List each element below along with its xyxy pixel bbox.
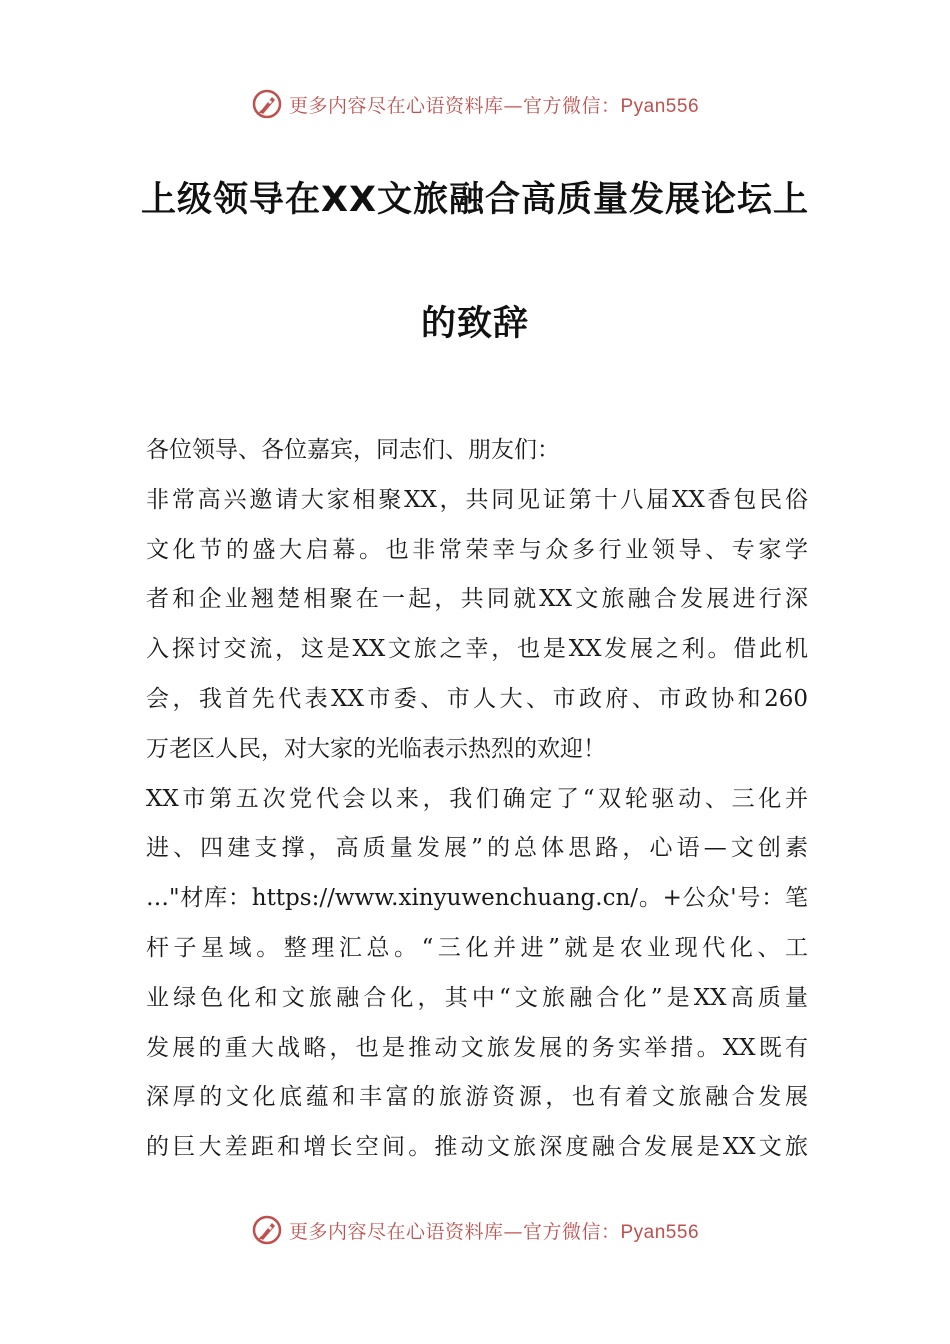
body-line: 发展的重大战略，也是推动文旅发展的务实举措。XX既有 xyxy=(146,1034,808,1061)
body-line: 非常高兴邀请大家相聚XX，共同见证第十八届XX香包民俗 xyxy=(146,486,808,513)
body-line: 进、四建支撑，高质量发展”的总体思路，心语—文创素 xyxy=(146,835,808,862)
body-line: 杆子星域。整理汇总。“三化并进”就是农业现代化、工 xyxy=(146,934,808,961)
header-watermark xyxy=(0,84,950,124)
document-title-line-2: 的致辞 xyxy=(420,304,529,344)
body-line: 各位领导、各位嘉宾，同志们、朋友们： xyxy=(146,437,560,463)
watermark-text: 更多内容尽在心语资料库—官方微信：Pyan556 xyxy=(288,94,700,117)
body-line: 万老区人民，对大家的光临表示热烈的欢迎！ xyxy=(146,735,606,762)
body-line: 者和企业翘楚相聚在一起，共同就XX文旅融合发展进行深 xyxy=(146,586,808,613)
body-line: …"材库：https://www.xinyuwenchuang.cn/。+公众'号：笔 xyxy=(146,885,808,912)
body-line: 深厚的文化底蕴和丰富的旅游资源，也有着文旅融合发展 xyxy=(146,1084,808,1111)
watermark-wechat-id: Pyan556 xyxy=(620,95,700,117)
watermark-wechat-id: Pyan556 xyxy=(620,1221,700,1243)
document-body xyxy=(146,426,808,1173)
body-line: XX市第五次党代会以来，我们确定了“双轮驱动、三化并 xyxy=(146,785,808,812)
pen-nib-icon xyxy=(251,1214,283,1246)
footer-watermark xyxy=(0,1210,950,1250)
document-title-line-1: 上级领导在XX文旅融合高质量发展论坛上 xyxy=(141,180,809,220)
body-line: 文化节的盛大启幕。也非常荣幸与众多行业领导、专家学 xyxy=(146,536,808,563)
body-line: 业绿色化和文旅融合化，其中“文旅融合化”是XX高质量 xyxy=(146,984,808,1011)
pen-nib-icon xyxy=(251,88,283,120)
body-line: 会，我首先代表XX市委、市人大、市政府、市政协和260 xyxy=(146,685,808,712)
body-line: 的巨大差距和增长空间。推动文旅深度融合发展是XX文旅 xyxy=(146,1134,808,1161)
watermark-text: 更多内容尽在心语资料库—官方微信：Pyan556 xyxy=(288,1220,700,1243)
body-line: 入探讨交流，这是XX文旅之幸，也是XX发展之利。借此机 xyxy=(146,636,808,663)
